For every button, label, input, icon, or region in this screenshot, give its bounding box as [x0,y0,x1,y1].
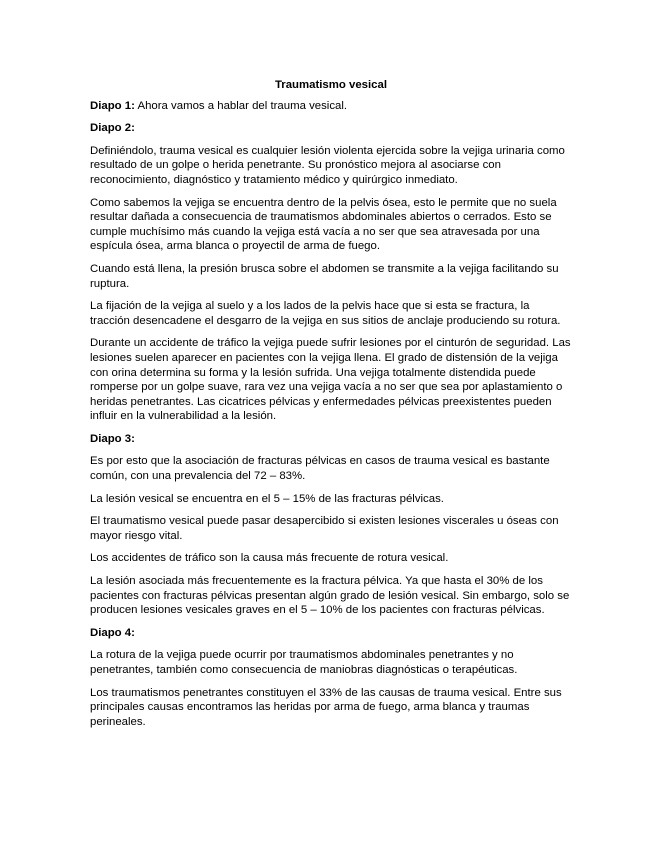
diapo-3-paragraph: La lesión vesical se encuentra en el 5 – 15% de las fracturas pélvicas. [90,492,444,505]
diapo-3-paragraph: La lesión asociada más frecuentemente es la fractura pélvica. Ya que hasta el 30% de los pacientes con fracturas pélvicas presentan algún grado de lesión vesical. Sin embargo, solo se producen lesiones vesicales graves en el 5 – 10% de los pacientes con fracturas pélvicas. [90,575,570,617]
diapo-4-paragraph: Los traumatismos penetrantes constituyen el 33% de las causas de trauma vesical. Entre sus principales causas encontramos las heridas por arma de fuego, arma blanca y traumas perineales. [90,686,562,728]
diapo-2-paragraph: Cuando está llena, la presión brusca sobre el abdomen se transmite a la vejiga facilitando su ruptura. [90,262,559,290]
diapo-2-paragraph: Como sabemos la vejiga se encuentra dentro de la pelvis ósea, esto le permite que no suela resultar dañada a consecuencia de traumatismos abdominales abiertos o cerrados. Esto se cumple muchísimo más cuando la vejiga está vacía a no ser que sea atravesada por una espícula ósea, arma blanca o proyectil de arma de fuego. [90,196,557,253]
diapo-2-paragraph: Definiéndolo, trauma vesical es cualquier lesión violenta ejercida sobre la vejiga urinaria como resultado de un golpe o herida penetrante. Su pronóstico mejora al asociarse con reconocimiento, diagnóstico y tratamiento médico y quirúrgico inmediato. [90,144,565,186]
diapo-3-paragraph: Los accidentes de tráfico son la causa más frecuente de rotura vesical. [90,552,449,565]
diapo-1-text: Ahora vamos a hablar del trauma vesical. [137,99,348,112]
diapo-3-heading: Diapo 3: [90,432,135,445]
diapo-4-heading: Diapo 4: [90,626,135,639]
diapo-4-paragraph: La rotura de la vejiga puede ocurrir por traumatismos abdominales penetrantes y no penetrantes, también como consecuencia de maniobras diagnósticas o terapéuticas. [90,649,518,676]
document-title: Traumatismo vesical [274,79,388,91]
diapo-3-paragraph: Es por esto que la asociación de fracturas pélvicas en casos de trauma vesical es bastante común, con una prevalencia del 72 – 83%. [90,455,550,483]
document-page [90,78,572,737]
diapo-2-heading: Diapo 2: [90,122,135,135]
diapo-1-paragraph [90,99,572,114]
diapo-1-label: Diapo 1: [90,99,135,112]
diapo-2-paragraph: La fijación de la vejiga al suelo y a los lados de la pelvis hace que si esta se fractura, la tracción desencadene el desgarro de la vejiga en sus sitios de anclaje produciendo su rotura. [90,300,561,327]
diapo-3-paragraph: El traumatismo vesical puede pasar desapercibido si existen lesiones viscerales u óseas con mayor riesgo vital. [90,515,559,542]
diapo-2-paragraph: Durante un accidente de tráfico la vejiga puede sufrir lesiones por el cinturón de seguridad. Las lesiones suelen aparecer en pacientes con la vejiga llena. El grado de distensión de la vejiga con orina determina su forma y la lesión sufrida. Una vejiga totalmente distendida puede romperse por un golpe suave, rara vez una vejiga vacía a no ser que sea por aplastamiento o heridas penetrantes. Las cicatrices pélvicas y enfermedades pélvicas preexistentes pueden influir en la vulnerabilidad a la lesión. [90,337,571,423]
